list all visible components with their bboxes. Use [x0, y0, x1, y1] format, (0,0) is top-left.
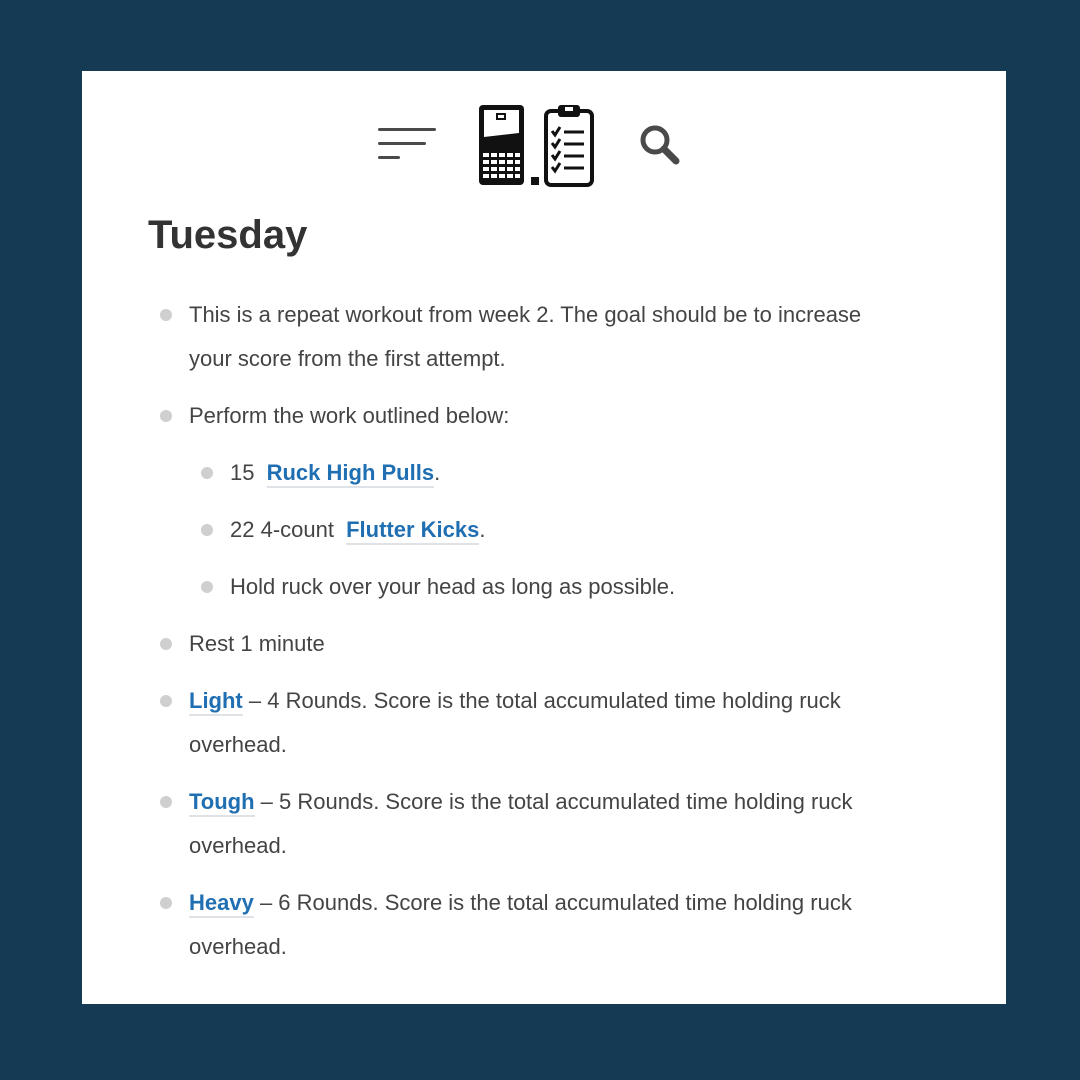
hamburger-menu-icon[interactable]: [378, 125, 436, 161]
rep-count: 15: [230, 460, 255, 485]
flutter-kicks-link[interactable]: Flutter Kicks: [346, 517, 479, 545]
heavy-link[interactable]: Heavy: [189, 890, 254, 918]
bullet-icon: [160, 410, 172, 422]
bullet-icon: [160, 796, 172, 808]
phone-clipboard-logo-icon[interactable]: [478, 103, 596, 187]
list-item-text: Hold ruck over your head as long as possible.: [230, 574, 676, 599]
bullet-icon: [201, 581, 213, 593]
bullet-icon: [160, 638, 172, 650]
ruck-high-pulls-link[interactable]: Ruck High Pulls: [267, 460, 434, 488]
sub-list-item: [189, 565, 888, 609]
list-item-text: Rest 1 minute: [189, 631, 325, 656]
list-item: [148, 679, 888, 767]
punctuation: .: [434, 460, 441, 485]
punctuation: .: [479, 517, 486, 542]
list-item: [148, 394, 888, 609]
bullet-icon: [201, 467, 213, 479]
sub-list-item: [189, 508, 888, 552]
tough-link[interactable]: Tough: [189, 789, 255, 817]
bullet-icon: [201, 524, 213, 536]
list-item-text: – 5 Rounds. Score is the total accumulated time holding ruck overhead.: [189, 789, 853, 858]
light-link[interactable]: Light: [189, 688, 243, 716]
content-card: [82, 71, 1006, 1004]
bullet-icon: [160, 897, 172, 909]
list-item: [148, 881, 888, 969]
rep-count: 22 4-count: [230, 517, 334, 542]
bullet-icon: [160, 695, 172, 707]
list-item-text: – 6 Rounds. Score is the total accumulated time holding ruck overhead.: [189, 890, 852, 959]
page-title: Tuesday: [148, 213, 308, 257]
sub-list-item: [189, 451, 888, 495]
list-item: [148, 780, 888, 868]
search-icon[interactable]: [638, 123, 684, 167]
bullet-icon: [160, 309, 172, 321]
list-item-text: This is a repeat workout from week 2. The goal should be to increase your score from the first attempt.: [189, 302, 862, 371]
site-header: [82, 71, 1006, 201]
list-item-text: – 4 Rounds. Score is the total accumulated time holding ruck overhead.: [189, 688, 841, 757]
exercise-sublist: [189, 451, 888, 609]
list-item: [148, 293, 888, 381]
list-item: [148, 622, 888, 666]
workout-list: [148, 293, 888, 982]
list-item-text: Perform the work outlined below:: [189, 403, 510, 428]
